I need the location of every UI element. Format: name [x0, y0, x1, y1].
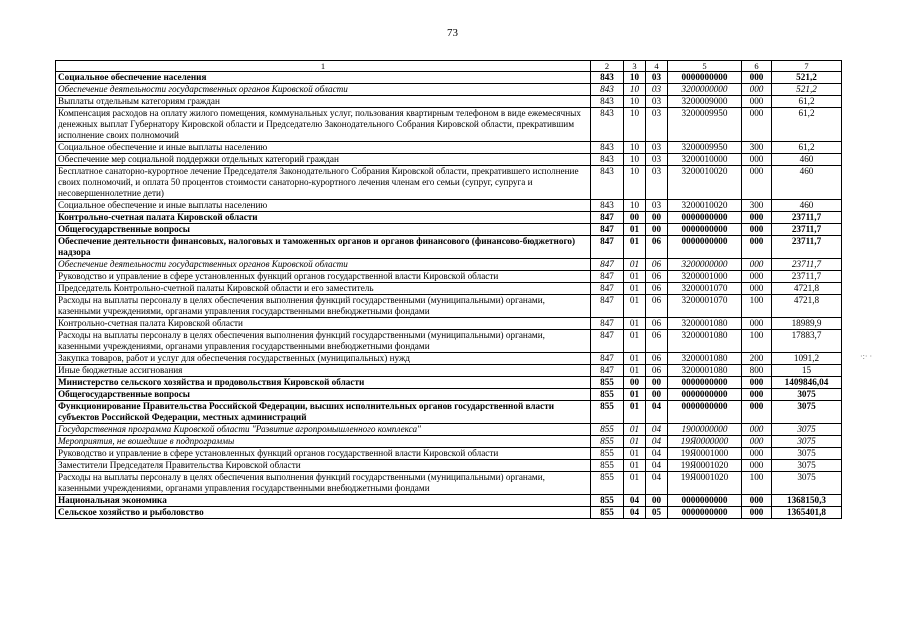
target-item-cell: 0000000000 [668, 401, 742, 424]
target-item-cell: 3200010000 [668, 154, 742, 166]
section-code-cell: 01 [624, 271, 646, 283]
header-cell: 3 [624, 61, 646, 72]
section-code-cell: 10 [624, 108, 646, 142]
section-code-cell: 01 [624, 295, 646, 318]
expense-type-cell: 000 [742, 495, 772, 507]
amount-cell: 460 [772, 200, 842, 212]
amount-cell: 460 [772, 166, 842, 200]
ministry-code-cell: 843 [591, 200, 624, 212]
ministry-code-cell: 847 [591, 353, 624, 365]
item-name-cell: Обеспечение мер социальной поддержки отдельных категорий граждан [56, 154, 591, 166]
target-item-cell: 3200009000 [668, 96, 742, 108]
subsection-code-cell: 06 [646, 365, 668, 377]
subsection-code-cell: 05 [646, 507, 668, 519]
subsection-code-cell: 04 [646, 460, 668, 472]
item-name-cell: Государственная программа Кировской области "Развитие агропромышленного комплекса" [56, 424, 591, 436]
subsection-code-cell: 06 [646, 236, 668, 259]
subsection-code-cell: 06 [646, 283, 668, 295]
expense-type-cell: 000 [742, 259, 772, 271]
subsection-code-cell: 04 [646, 424, 668, 436]
target-item-cell: 3200001000 [668, 271, 742, 283]
item-name-cell: Контрольно-счетная палата Кировской области [56, 212, 591, 224]
amount-cell: 18989,9 [772, 318, 842, 330]
target-item-cell: 3200001080 [668, 365, 742, 377]
ministry-code-cell: 855 [591, 377, 624, 389]
table-row [56, 401, 842, 424]
ministry-code-cell: 855 [591, 401, 624, 424]
table-row [56, 200, 842, 212]
section-code-cell: 01 [624, 424, 646, 436]
expense-type-cell: 000 [742, 271, 772, 283]
target-item-cell: 0000000000 [668, 377, 742, 389]
section-code-cell: 00 [624, 212, 646, 224]
item-name-cell: Общегосударственные вопросы [56, 224, 591, 236]
item-name-cell: Бесплатное санаторно-курортное лечение Председателя Законодательного Собрания Кировской области, прекратившего исполнение своих полномочий, и оплата 50 процентов стоимости санаторно-курортного лечения членам его семьи (супруг, супруга и несовершеннолетние дети) [56, 166, 591, 200]
amount-cell: 460 [772, 154, 842, 166]
ministry-code-cell: 855 [591, 495, 624, 507]
ministry-code-cell: 847 [591, 283, 624, 295]
item-name-cell: Руководство и управление в сфере установленных функций органов государственной власти Кировской области [56, 448, 591, 460]
amount-cell: 1091,2 [772, 353, 842, 365]
table-row [56, 495, 842, 507]
amount-cell: 3075 [772, 460, 842, 472]
section-code-cell: 01 [624, 353, 646, 365]
subsection-code-cell: 03 [646, 108, 668, 142]
ministry-code-cell: 847 [591, 236, 624, 259]
target-item-cell: 1900000000 [668, 424, 742, 436]
section-code-cell: 01 [624, 401, 646, 424]
amount-cell: 23711,7 [772, 224, 842, 236]
section-code-cell: 01 [624, 224, 646, 236]
stray-marks: ·:· · [860, 352, 873, 361]
amount-cell: 1365401,8 [772, 507, 842, 519]
expense-type-cell: 000 [742, 448, 772, 460]
section-code-cell: 00 [624, 377, 646, 389]
target-item-cell: 19Я0001020 [668, 472, 742, 495]
expense-type-cell: 000 [742, 72, 772, 84]
table-row [56, 507, 842, 519]
expense-type-cell: 000 [742, 166, 772, 200]
subsection-code-cell: 04 [646, 436, 668, 448]
expense-type-cell: 000 [742, 424, 772, 436]
expense-type-cell: 000 [742, 96, 772, 108]
target-item-cell: 3200010020 [668, 200, 742, 212]
ministry-code-cell: 855 [591, 424, 624, 436]
amount-cell: 521,2 [772, 72, 842, 84]
header-cell: 5 [668, 61, 742, 72]
table-row [56, 377, 842, 389]
section-code-cell: 01 [624, 318, 646, 330]
ministry-code-cell: 855 [591, 448, 624, 460]
expense-type-cell: 000 [742, 212, 772, 224]
table-row [56, 283, 842, 295]
amount-cell: 4721,8 [772, 295, 842, 318]
table-row [56, 259, 842, 271]
item-name-cell: Национальная экономика [56, 495, 591, 507]
table-row [56, 84, 842, 96]
item-name-cell: Обеспечение деятельности государственных органов Кировской области [56, 259, 591, 271]
ministry-code-cell: 855 [591, 472, 624, 495]
ministry-code-cell: 855 [591, 507, 624, 519]
section-code-cell: 01 [624, 283, 646, 295]
amount-cell: 4721,8 [772, 283, 842, 295]
section-code-cell: 04 [624, 495, 646, 507]
subsection-code-cell: 03 [646, 72, 668, 84]
table-row [56, 460, 842, 472]
section-code-cell: 10 [624, 96, 646, 108]
ministry-code-cell: 843 [591, 72, 624, 84]
subsection-code-cell: 00 [646, 389, 668, 401]
amount-cell: 3075 [772, 436, 842, 448]
header-cell: 4 [646, 61, 668, 72]
subsection-code-cell: 00 [646, 495, 668, 507]
item-name-cell: Общегосударственные вопросы [56, 389, 591, 401]
subsection-code-cell: 03 [646, 142, 668, 154]
section-code-cell: 01 [624, 448, 646, 460]
target-item-cell: 0000000000 [668, 72, 742, 84]
item-name-cell: Иные бюджетные ассигнования [56, 365, 591, 377]
target-item-cell: 3200000000 [668, 84, 742, 96]
item-name-cell: Контрольно-счетная палата Кировской области [56, 318, 591, 330]
ministry-code-cell: 847 [591, 365, 624, 377]
expense-type-cell: 000 [742, 377, 772, 389]
table-row [56, 142, 842, 154]
table-row [56, 330, 842, 353]
expense-type-cell: 000 [742, 108, 772, 142]
subsection-code-cell: 03 [646, 200, 668, 212]
expense-type-cell: 300 [742, 200, 772, 212]
table-row [56, 353, 842, 365]
expense-type-cell: 000 [742, 507, 772, 519]
item-name-cell: Расходы на выплаты персоналу в целях обеспечения выполнения функций государственными (муниципальными) органами, казенными учреждениями, органами управления государственными внебюджетными фондами [56, 472, 591, 495]
subsection-code-cell: 06 [646, 259, 668, 271]
item-name-cell: Социальное обеспечение населения [56, 72, 591, 84]
table-row [56, 96, 842, 108]
target-item-cell: 3200001080 [668, 330, 742, 353]
amount-cell: 61,2 [772, 96, 842, 108]
item-name-cell: Расходы на выплаты персоналу в целях обеспечения выполнения функций государственными (муниципальными) органами, казенными учреждениями, органами управления государственными внебюджетными фондами [56, 295, 591, 318]
section-code-cell: 10 [624, 166, 646, 200]
amount-cell: 3075 [772, 472, 842, 495]
target-item-cell: 3200000000 [668, 259, 742, 271]
ministry-code-cell: 843 [591, 166, 624, 200]
table-row [56, 295, 842, 318]
table-row [56, 472, 842, 495]
item-name-cell: Расходы на выплаты персоналу в целях обеспечения выполнения функций государственными (муниципальными) органами, казенными учреждениями, органами управления государственными внебюджетными фондами [56, 330, 591, 353]
ministry-code-cell: 855 [591, 389, 624, 401]
target-item-cell: 3200001080 [668, 353, 742, 365]
item-name-cell: Компенсация расходов на оплату жилого помещения, коммунальных услуг, пользования квартирным телефоном в виде ежемесячных денежных выплат Губернатору Кировской области и Председателю Законодательного Собрания Кировской области, прекратившим исполнение своих полномочий [56, 108, 591, 142]
expense-type-cell: 000 [742, 236, 772, 259]
header-cell: 7 [772, 61, 842, 72]
ministry-code-cell: 843 [591, 154, 624, 166]
target-item-cell: 0000000000 [668, 507, 742, 519]
item-name-cell: Мероприятия, не вошедшие в подпрограммы [56, 436, 591, 448]
item-name-cell: Министерство сельского хозяйства и продовольствия Кировской области [56, 377, 591, 389]
amount-cell: 61,2 [772, 142, 842, 154]
item-name-cell: Закупка товаров, работ и услуг для обеспечения государственных (муниципальных) нужд [56, 353, 591, 365]
expense-type-cell: 000 [742, 460, 772, 472]
ministry-code-cell: 843 [591, 84, 624, 96]
expense-type-cell: 000 [742, 318, 772, 330]
section-code-cell: 10 [624, 200, 646, 212]
section-code-cell: 10 [624, 154, 646, 166]
ministry-code-cell: 847 [591, 318, 624, 330]
ministry-code-cell: 855 [591, 460, 624, 472]
subsection-code-cell: 04 [646, 472, 668, 495]
subsection-code-cell: 06 [646, 318, 668, 330]
target-item-cell: 3200001070 [668, 283, 742, 295]
table-row [56, 436, 842, 448]
ministry-code-cell: 843 [591, 96, 624, 108]
target-item-cell: 19Я0000000 [668, 436, 742, 448]
item-name-cell: Руководство и управление в сфере установленных функций органов государственной власти Кировской области [56, 271, 591, 283]
expense-type-cell: 000 [742, 436, 772, 448]
header-cell: 6 [742, 61, 772, 72]
expense-type-cell: 000 [742, 283, 772, 295]
item-name-cell: Выплаты отдельным категориям граждан [56, 96, 591, 108]
subsection-code-cell: 00 [646, 224, 668, 236]
amount-cell: 3075 [772, 401, 842, 424]
table-row [56, 424, 842, 436]
table-row [56, 448, 842, 460]
amount-cell: 3075 [772, 424, 842, 436]
section-code-cell: 01 [624, 259, 646, 271]
expense-type-cell: 200 [742, 353, 772, 365]
section-code-cell: 01 [624, 472, 646, 495]
expense-type-cell: 100 [742, 295, 772, 318]
expense-type-cell: 100 [742, 330, 772, 353]
table-row [56, 166, 842, 200]
subsection-code-cell: 03 [646, 96, 668, 108]
budget-table-body [56, 61, 842, 519]
subsection-code-cell: 00 [646, 377, 668, 389]
subsection-code-cell: 06 [646, 271, 668, 283]
ministry-code-cell: 847 [591, 212, 624, 224]
amount-cell: 17883,7 [772, 330, 842, 353]
table-row [56, 72, 842, 84]
section-code-cell: 10 [624, 84, 646, 96]
target-item-cell: 3200001080 [668, 318, 742, 330]
table-row [56, 318, 842, 330]
section-code-cell: 01 [624, 236, 646, 259]
subsection-code-cell: 06 [646, 330, 668, 353]
target-item-cell: 0000000000 [668, 212, 742, 224]
amount-cell: 1368150,3 [772, 495, 842, 507]
subsection-code-cell: 03 [646, 166, 668, 200]
section-code-cell: 01 [624, 365, 646, 377]
target-item-cell: 0000000000 [668, 389, 742, 401]
amount-cell: 3075 [772, 389, 842, 401]
target-item-cell: 0000000000 [668, 236, 742, 259]
item-name-cell: Социальное обеспечение и иные выплаты населению [56, 142, 591, 154]
target-item-cell: 3200009950 [668, 142, 742, 154]
header-cell: 2 [591, 61, 624, 72]
amount-cell: 23711,7 [772, 236, 842, 259]
ministry-code-cell: 855 [591, 436, 624, 448]
expense-type-cell: 000 [742, 224, 772, 236]
page-number: 73 [447, 27, 458, 39]
item-name-cell: Обеспечение деятельности финансовых, налоговых и таможенных органов и органов финансового (финансово-бюджетного) надзора [56, 236, 591, 259]
target-item-cell: 0000000000 [668, 224, 742, 236]
ministry-code-cell: 847 [591, 295, 624, 318]
subsection-code-cell: 04 [646, 448, 668, 460]
subsection-code-cell: 00 [646, 212, 668, 224]
amount-cell: 23711,7 [772, 259, 842, 271]
header-row [56, 61, 842, 72]
table-row [56, 271, 842, 283]
subsection-code-cell: 04 [646, 401, 668, 424]
ministry-code-cell: 847 [591, 259, 624, 271]
target-item-cell: 3200001070 [668, 295, 742, 318]
ministry-code-cell: 843 [591, 108, 624, 142]
section-code-cell: 04 [624, 507, 646, 519]
amount-cell: 23711,7 [772, 212, 842, 224]
ministry-code-cell: 843 [591, 142, 624, 154]
section-code-cell: 01 [624, 330, 646, 353]
expense-type-cell: 100 [742, 472, 772, 495]
amount-cell: 521,2 [772, 84, 842, 96]
amount-cell: 61,2 [772, 108, 842, 142]
header-cell: 1 [56, 61, 591, 72]
item-name-cell: Социальное обеспечение и иные выплаты населению [56, 200, 591, 212]
section-code-cell: 10 [624, 142, 646, 154]
table-row [56, 154, 842, 166]
expense-type-cell: 000 [742, 389, 772, 401]
subsection-code-cell: 03 [646, 154, 668, 166]
table-row [56, 236, 842, 259]
ministry-code-cell: 847 [591, 330, 624, 353]
amount-cell: 3075 [772, 448, 842, 460]
expense-type-cell: 000 [742, 84, 772, 96]
item-name-cell: Сельское хозяйство и рыболовство [56, 507, 591, 519]
expense-type-cell: 000 [742, 154, 772, 166]
subsection-code-cell: 03 [646, 84, 668, 96]
section-code-cell: 01 [624, 460, 646, 472]
ministry-code-cell: 847 [591, 271, 624, 283]
section-code-cell: 10 [624, 72, 646, 84]
table-row [56, 365, 842, 377]
table-row [56, 224, 842, 236]
item-name-cell: Обеспечение деятельности государственных органов Кировской области [56, 84, 591, 96]
target-item-cell: 19Я0001020 [668, 460, 742, 472]
expense-type-cell: 000 [742, 401, 772, 424]
item-name-cell: Председатель Контрольно-счетной палаты Кировской области и его заместитель [56, 283, 591, 295]
item-name-cell: Функционирование Правительства Российской Федерации, высших исполнительных органов государственной власти субъектов Российской Федерации, местных администраций [56, 401, 591, 424]
target-item-cell: 0000000000 [668, 495, 742, 507]
ministry-code-cell: 847 [591, 224, 624, 236]
table-row [56, 108, 842, 142]
target-item-cell: 19Я0001000 [668, 448, 742, 460]
amount-cell: 23711,7 [772, 271, 842, 283]
table-row [56, 212, 842, 224]
subsection-code-cell: 06 [646, 295, 668, 318]
table-row [56, 389, 842, 401]
target-item-cell: 3200010020 [668, 166, 742, 200]
amount-cell: 15 [772, 365, 842, 377]
section-code-cell: 01 [624, 389, 646, 401]
expense-type-cell: 800 [742, 365, 772, 377]
amount-cell: 1409846,04 [772, 377, 842, 389]
target-item-cell: 3200009950 [668, 108, 742, 142]
expense-type-cell: 300 [742, 142, 772, 154]
section-code-cell: 01 [624, 436, 646, 448]
item-name-cell: Заместители Председателя Правительства Кировской области [56, 460, 591, 472]
subsection-code-cell: 06 [646, 353, 668, 365]
budget-table [55, 60, 842, 519]
